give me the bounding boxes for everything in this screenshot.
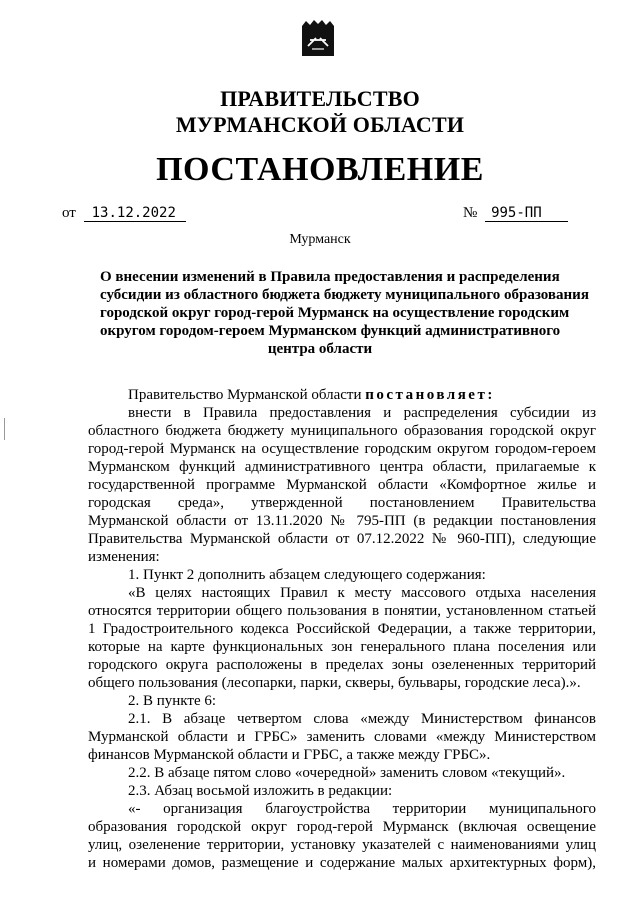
number-prefix: № [463,205,478,221]
body-line: улиц, озеленение территории, установку указателей с наименованиями улиц [88,837,596,853]
body-line: 2.1. В абзаце четвертом слова «между Министерством финансов [128,711,596,727]
margin-mark [4,418,5,440]
document-body [88,386,596,872]
body-line: образования городской округ город-герой Мурманск (включая освещение [88,819,596,835]
intro-text: Правительство Мурманской области [128,387,366,403]
body-line: изменения: [88,549,160,565]
government-title-line2: МУРМАНСКОЙ ОБЛАСТИ [175,112,465,137]
body-line: которые на карте функциональных зон генерального плана поселения или [88,639,596,655]
body-line: финансов Мурманской области и ГРБС, а также между ГРБС». [88,747,491,763]
body-line: Мурманской области и ГРБС» заменить словами «между Министерством [88,729,596,745]
intro-paragraph [88,386,596,404]
date-prefix: от [62,205,76,221]
body-line: государственной программе Мурманской области «Комфортное жилье и [88,477,596,493]
body-line: 1. Пункт 2 дополнить абзацем следующего содержания: [128,567,486,583]
body-line: внести в Правила предоставления и распределения субсидии из [128,405,596,421]
body-line: «В целях настоящих Правил к месту массового отдыха населения [128,585,596,601]
body-line: областного бюджета бюджету муниципального образования городской округ [88,423,596,439]
body-line: и номерами домов, размещение и содержание малых архитектурных форм), [88,855,596,871]
body-line: Мурманской области от 13.11.2020 № 795-ПП (в редакции постановления [88,513,596,529]
subject-line: О внесении изменений в Правила предоставления и распределения [100,269,560,285]
intro-emphasis: постановляет: [365,387,495,403]
body-line: городского округа расположены в пределах зоны озелененных территорий [88,657,596,673]
body-line: «- организация благоустройства территории муниципального [128,801,596,817]
body-line: относятся территории общего пользования в понятии, установленном статьей [88,603,596,619]
document-subject [100,268,589,358]
date-field [62,205,186,222]
body-line: город-герой Мурманск на осуществление городским округом городом-героем [88,441,596,457]
body-line: Правительства Мурманской области от 07.12.2022 № 960-ПП), следующие [88,531,596,547]
body-line: 2.2. В абзаце пятом слово «очередной» заменить словом «текущий». [128,765,566,781]
body-line: Мурманском функций административного центра области, прилагаемые к [88,459,596,475]
body-line: 2.3. Абзац восьмой изложить в редакции: [128,783,393,799]
body-line: 2. В пункте 6: [128,693,217,709]
body-line: 1 Градостроительного кодекса Российской Федерации, а также территории, [88,621,596,637]
city-label: Мурманск [289,232,351,247]
body-line: общего пользования (лесопарки, парки, скверы, бульвары, городские леса).». [88,675,581,691]
subject-line: субсидии из областного бюджета бюджету муниципального образования [100,287,589,303]
date-value: 13.12.2022 [84,205,186,222]
document-type-heading: ПОСТАНОВЛЕНИЕ [156,151,484,188]
subject-line: центра области [267,341,373,357]
number-field [463,205,568,222]
body-line: городская среда», утвержденной постановлением Правительства [88,495,596,511]
subject-line: округом городом-героем Мурманском функций административного [100,323,561,339]
government-title [0,86,640,138]
coat-of-arms-emblem [296,18,340,62]
subject-line: городской округ город-герой Мурманск на осуществление городским [100,305,570,321]
government-title-line1: ПРАВИТЕЛЬСТВО [220,86,420,111]
number-value: 995-ПП [485,205,568,222]
